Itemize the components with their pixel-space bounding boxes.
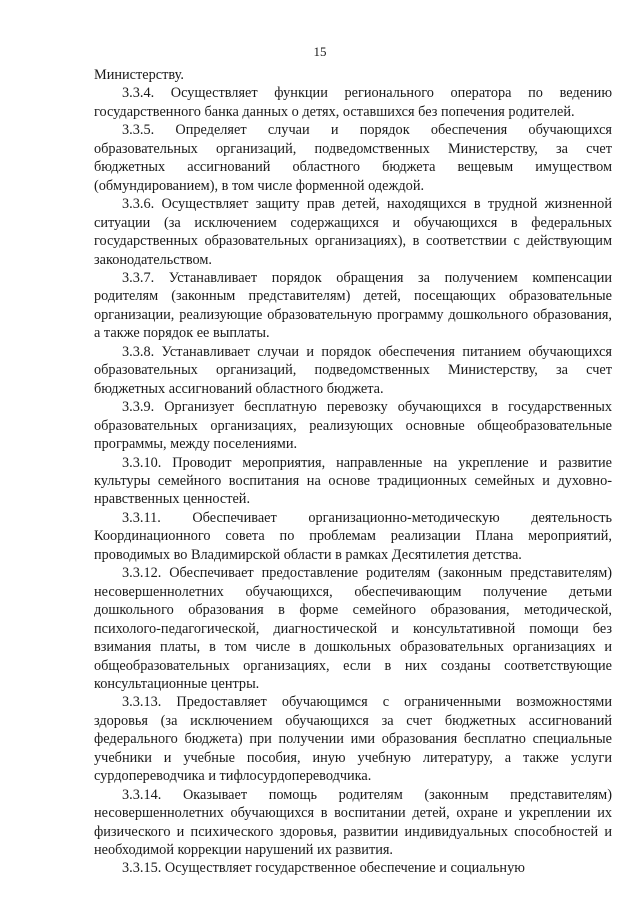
paragraph-3-3-8: 3.3.8. Устанавливает случаи и порядок обеспечения питанием обучающихся образовательных организаций, подведомственных Министерству, за счет бюджетных ассигнований областного бюджета.	[94, 343, 612, 397]
paragraph-3-3-9: 3.3.9. Организует бесплатную перевозку обучающихся в государственных образовательных организациях, реализующих основные общеобразовательные программы, между поселениями.	[94, 399, 612, 453]
paragraph-3-3-4: 3.3.4. Осуществляет функции регионального оператора по ведению государственного банка данных о детях, оставшихся без попечения родителей.	[94, 85, 612, 120]
paragraph-continuation: Министерству.	[94, 67, 184, 83]
paragraph-3-3-15: 3.3.15. Осуществляет государственное обеспечение и социальную	[122, 860, 525, 877]
paragraph-3-3-10: 3.3.10. Проводит мероприятия, направленные на укрепление и развитие культуры семейного воспитания на основе традиционных семейных и духовно-нравственных ценностей.	[94, 454, 612, 508]
document-body	[94, 66, 612, 878]
paragraph-3-3-14: 3.3.14. Оказывает помощь родителям (законным представителям) несовершеннолетних обучающихся в воспитании детей, охране и укреплении их физического и психического здоровья, развитии индивидуальных способностей и необходимой коррекции нарушений их развития.	[94, 786, 612, 859]
paragraph-3-3-13: 3.3.13. Предоставляет обучающимся с ограниченными возможностями здоровья (за исключением обучающихся за счет бюджетных ассигнований федерального бюджета) при получении ими образования бесплатно специальные учебники и учебные пособия, иную учебную литературу, а также услуги сурдопереводчика и тифлосурдопереводчика.	[94, 694, 612, 785]
page-number: 15	[313, 44, 327, 59]
paragraph-3-3-5: 3.3.5. Определяет случаи и порядок обеспечения обучающихся образовательных организаций, подведомственных Министерству, за счет бюджетных ассигнований областного бюджета вещевым имуществом (обмундированием), в том числе форменной одеждой.	[94, 122, 612, 194]
paragraph-3-3-7: 3.3.7. Устанавливает порядок обращения за получением компенсации родителям (законным представителям) детей, посещающих образовательные организации, реализующие образовательную программу дошкольного образования, а также порядок ее выплаты.	[94, 269, 612, 342]
paragraph-3-3-12: 3.3.12. Обеспечивает предоставление родителям (законным представителям) несовершеннолетних обучающихся, обеспечивающим получение детьми дошкольного образования в форме семейного образования, методической, психолого-педагогической, диагностической и консультативной помощи без взимания платы, в том числе в дошкольных образовательных организациях и общеобразовательных организациях, если в них созданы соответствующие консультационные центры.	[94, 565, 612, 692]
paragraph-3-3-6: 3.3.6. Осуществляет защиту прав детей, находящихся в трудной жизненной ситуации (за исключением содержащихся и обучающихся в федеральных государственных образовательных организациях), в соответствии с действующим законодательством.	[94, 196, 612, 268]
paragraph-3-3-11: 3.3.11. Обеспечивает организационно-методическую деятельность Координационного совета по проблемам реализации Плана мероприятий, проводимых во Владимирской области в рамках Десятилетия детства.	[94, 509, 612, 563]
